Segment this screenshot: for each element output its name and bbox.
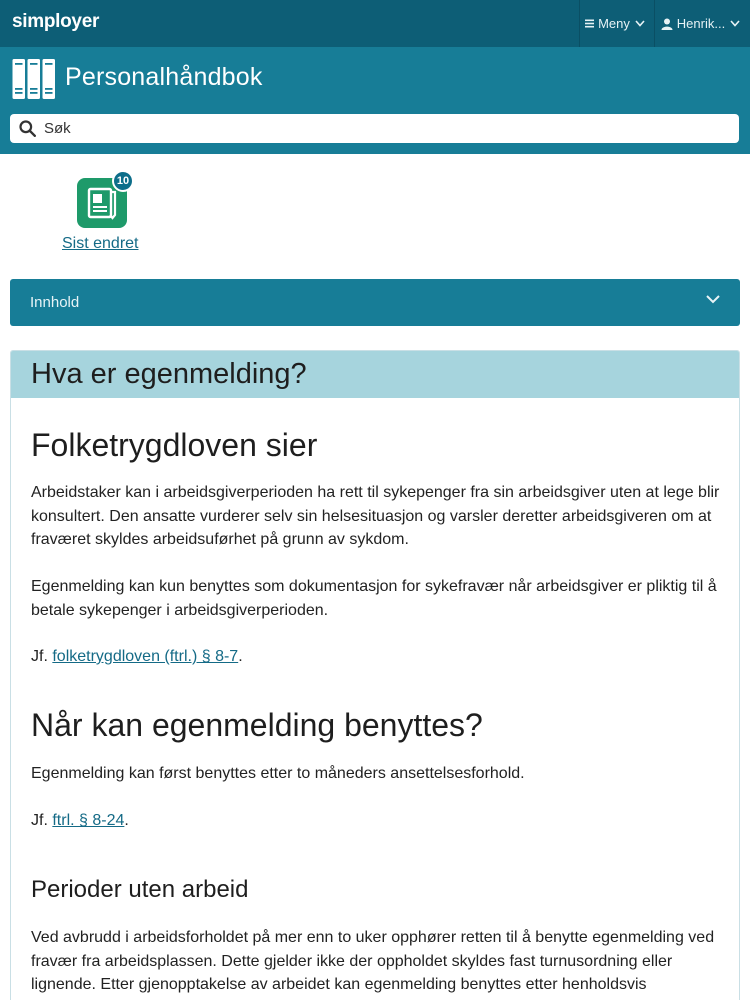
site-title: Personalhåndbok [65, 63, 263, 91]
reference-prefix: Jf. [31, 648, 53, 665]
ftrl-8-7-link[interactable]: folketrygdloven (ftrl.) § 8-7 [52, 648, 239, 665]
paragraph: Egenmelding kan kun benyttes som dokumentasjon for sykefravær når arbeidsgiver er pliktig til å betale sykepenger i arbeidsgiverperioden. [31, 578, 717, 619]
reference-prefix: Jf. [31, 812, 53, 829]
search-input[interactable] [44, 120, 684, 137]
section-heading: Folketrygdloven sier [31, 427, 318, 463]
recently-changed-tile[interactable] [62, 177, 142, 257]
chevron-down-icon [635, 20, 645, 27]
section-heading: Når kan egenmelding benyttes? [31, 707, 483, 743]
ftrl-8-24-link[interactable]: ftrl. § 8-24 [52, 812, 125, 829]
article-title: Hva er egenmelding? [11, 351, 739, 398]
chevron-down-icon [706, 295, 720, 304]
user-menu-button[interactable] [654, 0, 750, 47]
menu-button[interactable] [579, 0, 654, 47]
reference-paragraph [31, 809, 721, 833]
menu-label: Meny [598, 16, 630, 31]
notification-badge: 10 [112, 170, 134, 192]
article [10, 350, 740, 1000]
reference-paragraph [31, 645, 721, 669]
hamburger-icon [585, 19, 594, 28]
subsection-heading: Perioder uten arbeid [31, 876, 249, 903]
paragraph: Ved avbrudd i arbeidsforholdet på mer enn to uker opphører retten til å benytte egenmelding ved fravær fra arbeidsplassen. Dette gjelder ikke der oppholdet skyldes fast turnusordning eller lignende. Etter gjenopptakelse av arbeidet kan egenmelding benyttes etter henholdsvis [31, 929, 715, 993]
paragraph: Arbeidstaker kan i arbeidsgiverperioden ha rett til sykepenger fra sin arbeidsgiver uten at lege blir konsultert. Den ansatte vurderer selv sin helsesituasjon og varsler deretter arbeidsgiveren om at fraværet skyldes arbeidsuførhet på grunn av sykdom. [31, 484, 720, 548]
paragraph: Egenmelding kan først benyttes etter to måneders ansettelsesforhold. [31, 765, 525, 782]
contents-accordion[interactable] [10, 279, 740, 326]
handbook-logo-icon[interactable] [12, 58, 56, 100]
user-name: Henrik... [676, 16, 726, 31]
reference-suffix: . [238, 648, 243, 665]
search-box[interactable] [10, 114, 739, 143]
top-bar [0, 0, 750, 47]
simployer-logo[interactable]: simployer [12, 11, 100, 32]
reference-suffix: . [124, 812, 129, 829]
search-icon [19, 120, 36, 137]
user-icon [661, 18, 673, 30]
recently-changed-link[interactable]: Sist endret [62, 235, 139, 252]
chevron-down-icon [730, 20, 740, 27]
accordion-label: Innhold [30, 294, 80, 311]
site-header [0, 47, 750, 154]
